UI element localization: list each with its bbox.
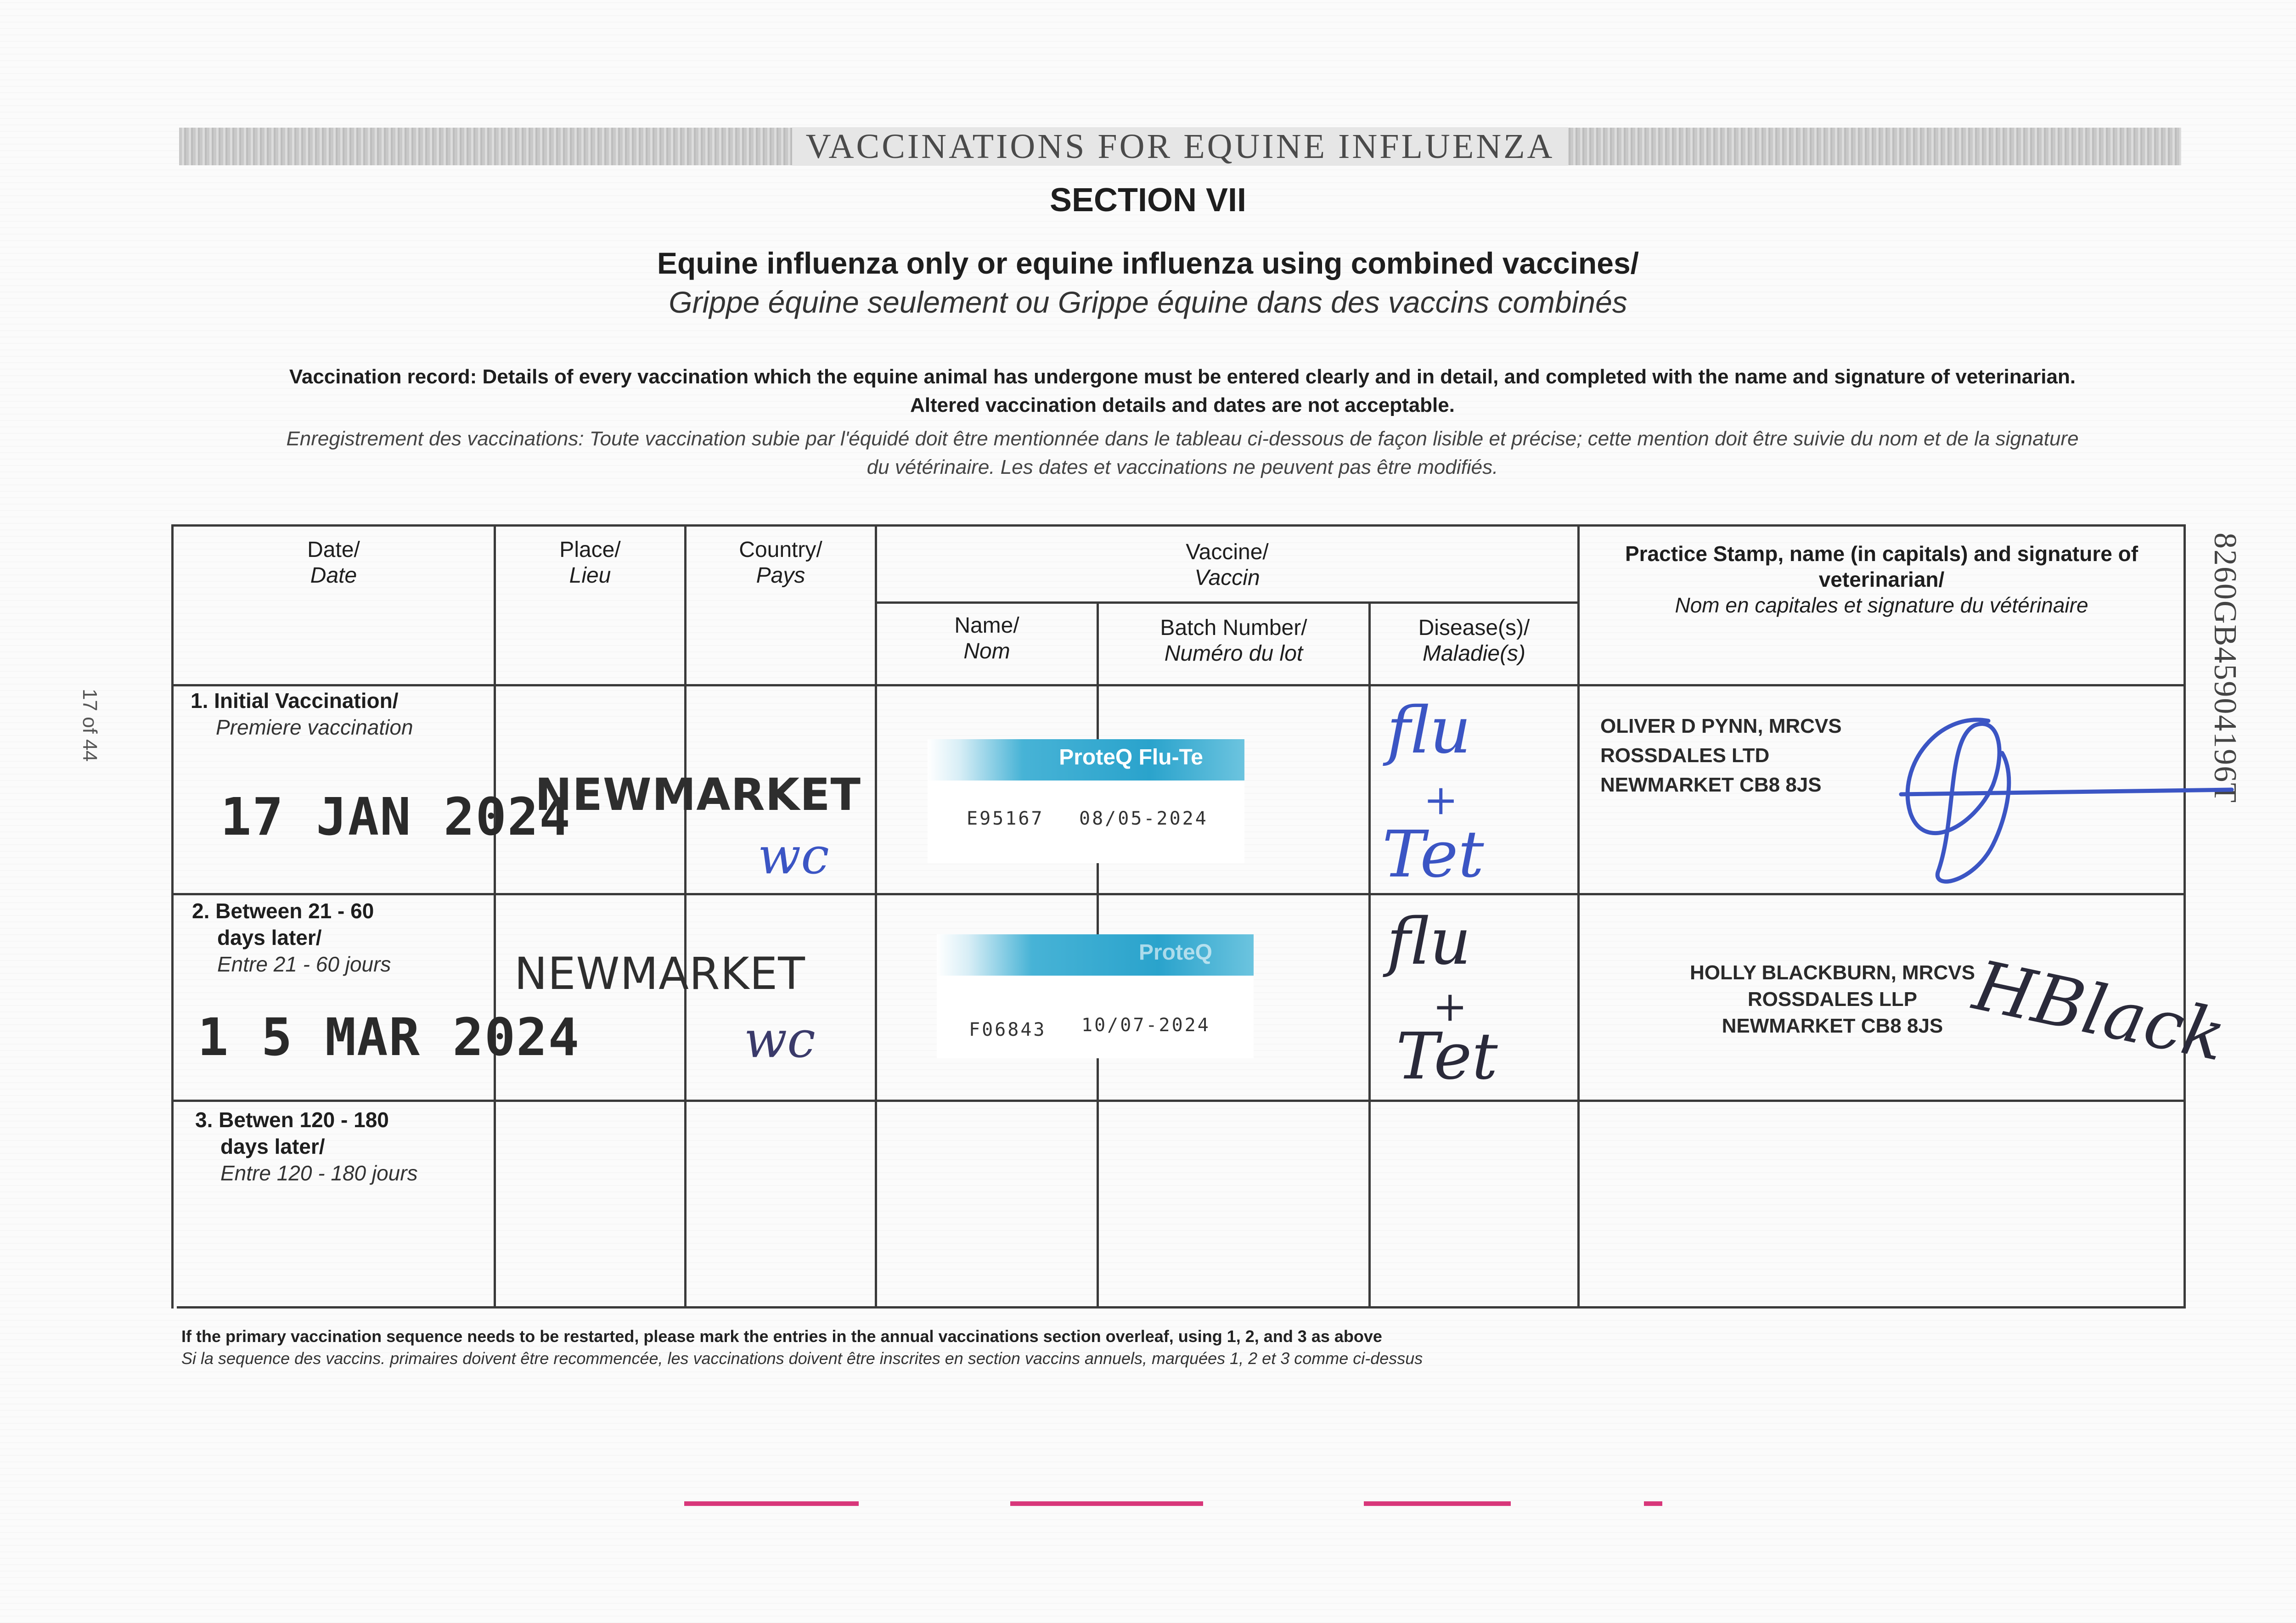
row1-practice-stamp	[1600, 712, 1842, 800]
section-title: SECTION VII	[1049, 182, 1247, 219]
row2-disease-2: +	[1433, 983, 1468, 1031]
bleed-mark-4	[1644, 1501, 1662, 1506]
table-col-line-1	[494, 524, 496, 1309]
header-date-en: Date/	[307, 538, 360, 562]
header-practice-en2: veterinarian/	[1818, 567, 1945, 591]
row2-label-fr: Entre 21 - 60 jours	[217, 952, 391, 976]
row2-country-initials: wc	[744, 1010, 816, 1069]
table-col-line-6	[1577, 524, 1580, 1309]
row2-label-en2: days later/	[217, 926, 322, 949]
bleed-mark-3	[1364, 1501, 1511, 1506]
header-place	[496, 537, 684, 589]
table-header-line	[171, 684, 2186, 686]
bleed-mark-1	[684, 1501, 859, 1506]
header-batch	[1099, 615, 1368, 667]
header-vaccine-en: Vaccine/	[1186, 540, 1269, 564]
row1-vet-address: NEWMARKET CB8 8JS	[1600, 774, 1822, 796]
row1-disease-3: Tet	[1382, 817, 1484, 892]
row2-sticker-strip	[937, 934, 1254, 976]
row2-vaccine-sticker	[937, 934, 1254, 1058]
header-name-en: Name/	[954, 613, 1019, 638]
row1-place-stamp: NEWMARKET	[535, 769, 861, 820]
row2-vet-signature: HBlack	[1967, 946, 2233, 1077]
header-practice-en1: Practice Stamp, name (in capitals) and signature of	[1625, 542, 2138, 566]
header-practice	[1580, 541, 2183, 618]
header-disease-fr: Maladie(s)	[1422, 641, 1526, 666]
header-batch-fr: Numéro du lot	[1164, 641, 1303, 666]
row1-vaccine-name: ProteQ Flu-Te	[1059, 745, 1203, 769]
row3-label-fr: Entre 120 - 180 jours	[220, 1161, 418, 1185]
header-country-fr: Pays	[756, 563, 805, 588]
row3-label-en2: days later/	[220, 1134, 325, 1158]
row1-vet-name: OLIVER D PYNN, MRCVS	[1600, 715, 1842, 737]
subtitle-fr: Grippe équine seulement ou Grippe équine dans des vaccins combinés	[669, 285, 1627, 319]
header-batch-en: Batch Number/	[1160, 616, 1307, 640]
row1-vaccine-sticker	[928, 739, 1244, 863]
row2-label	[192, 898, 391, 977]
row1-sticker-strip	[928, 739, 1244, 781]
header-disease	[1371, 615, 1577, 667]
footer-note-fr: Si la sequence des vaccins. primaires doivent être recommencée, les vaccinations doivent être inscrites en section vaccins annuels, marquées 1, 2 et 3 comme ci-dessus	[181, 1349, 1423, 1368]
header-vaccine-fr: Vaccin	[1194, 566, 1260, 590]
row3-label	[195, 1106, 418, 1186]
record-note-fr-line2: du vétérinaire. Les dates et vaccinations ne peuvent pas être modifiés.	[867, 456, 1498, 478]
row2-expiry: 10/07-2024	[1081, 1015, 1210, 1036]
row2-disease-3: Tet	[1396, 1019, 1498, 1094]
subtitle-en: Equine influenza only or equine influenza using combined vaccines/	[657, 246, 1639, 280]
row1-label	[191, 687, 413, 741]
header-place-fr: Lieu	[569, 563, 611, 588]
record-note-en-line2: Altered vaccination details and dates are not acceptable.	[910, 394, 1455, 416]
table-border-right	[2183, 524, 2186, 1309]
row2-disease-1: flu	[1387, 904, 1471, 979]
record-note-fr-line1: Enregistrement des vaccinations: Toute vaccination subie par l'équidé doit être mentionnée dans le tableau ci-dessous de façon lisible et précise; cette mention doit être suivie du nom et de la signature	[286, 427, 2079, 450]
row1-batch-number: E95167	[967, 808, 1044, 829]
table-col-line-2	[684, 524, 687, 1309]
row2-label-en: 2. Between 21 - 60	[192, 899, 374, 923]
table-border-left	[171, 524, 174, 1309]
header-date-fr: Date	[310, 563, 357, 588]
row1-label-en: 1. Initial Vaccination/	[191, 689, 399, 713]
header-name-fr: Nom	[963, 639, 1010, 663]
header-disease-en: Disease(s)/	[1418, 616, 1530, 640]
record-note-en	[179, 363, 2186, 420]
row1-disease-2: +	[1424, 776, 1458, 824]
header-practice-fr: Nom en capitales et signature du vétérinaire	[1675, 593, 2088, 617]
row2-date-stamp: 1 5 MAR 2024	[197, 1008, 580, 1067]
row1-vet-signature	[1883, 707, 2241, 900]
row1-label-fr: Premiere vaccination	[216, 715, 413, 739]
header-vaccine	[877, 539, 1577, 591]
row2-practice-stamp	[1690, 960, 1975, 1039]
row2-vet-address: NEWMARKET CB8 8JS	[1722, 1015, 1943, 1037]
header-date	[174, 537, 494, 589]
page-number: 17 of 44	[79, 689, 101, 762]
banner-title: VACCINATIONS FOR EQUINE INFLUENZA	[792, 127, 1569, 166]
table-border-bottom	[177, 1306, 2183, 1309]
table-vaccine-subline	[875, 601, 1580, 604]
passport-id: 8260GB45904196T	[2207, 533, 2243, 803]
row3-label-en: 3. Betwen 120 - 180	[195, 1108, 389, 1132]
table-row2-line	[171, 1100, 2186, 1102]
footer-note-en: If the primary vaccination sequence needs to be restarted, please mark the entries in the annual vaccinations section overleaf, using 1, 2, and 3 as above	[181, 1327, 1382, 1346]
row2-batch-number: F06843	[969, 1019, 1047, 1040]
header-name	[877, 613, 1097, 664]
row1-date-stamp: 17 JAN 2024	[220, 787, 571, 847]
row2-vet-practice: ROSSDALES LLP	[1747, 988, 1918, 1011]
record-note-en-line1: Details of every vaccination which the equine animal has undergone must be entered clearly and in detail, and completed with the name and signature of veterinarian.	[482, 365, 2076, 388]
row1-vet-practice: ROSSDALES LTD	[1600, 744, 1770, 767]
row1-country-initials: wc	[758, 826, 829, 885]
section-banner	[179, 128, 2181, 165]
header-country	[687, 537, 875, 589]
row2-place-stamp: NEWMARKET	[514, 948, 805, 1000]
record-note-label: Vaccination record:	[289, 365, 477, 388]
table-border-top	[171, 524, 2186, 527]
record-note-fr	[179, 425, 2186, 482]
bleed-mark-2	[1010, 1501, 1203, 1506]
row1-disease-1: flu	[1387, 693, 1471, 768]
table-col-line-5	[1368, 601, 1371, 1309]
row2-vaccine-name: ProteQ	[1138, 940, 1212, 965]
row2-vet-name: HOLLY BLACKBURN, MRCVS	[1690, 961, 1975, 984]
header-place-en: Place/	[559, 538, 621, 562]
header-country-en: Country/	[739, 538, 822, 562]
row1-expiry: 08/05-2024	[1079, 808, 1208, 829]
